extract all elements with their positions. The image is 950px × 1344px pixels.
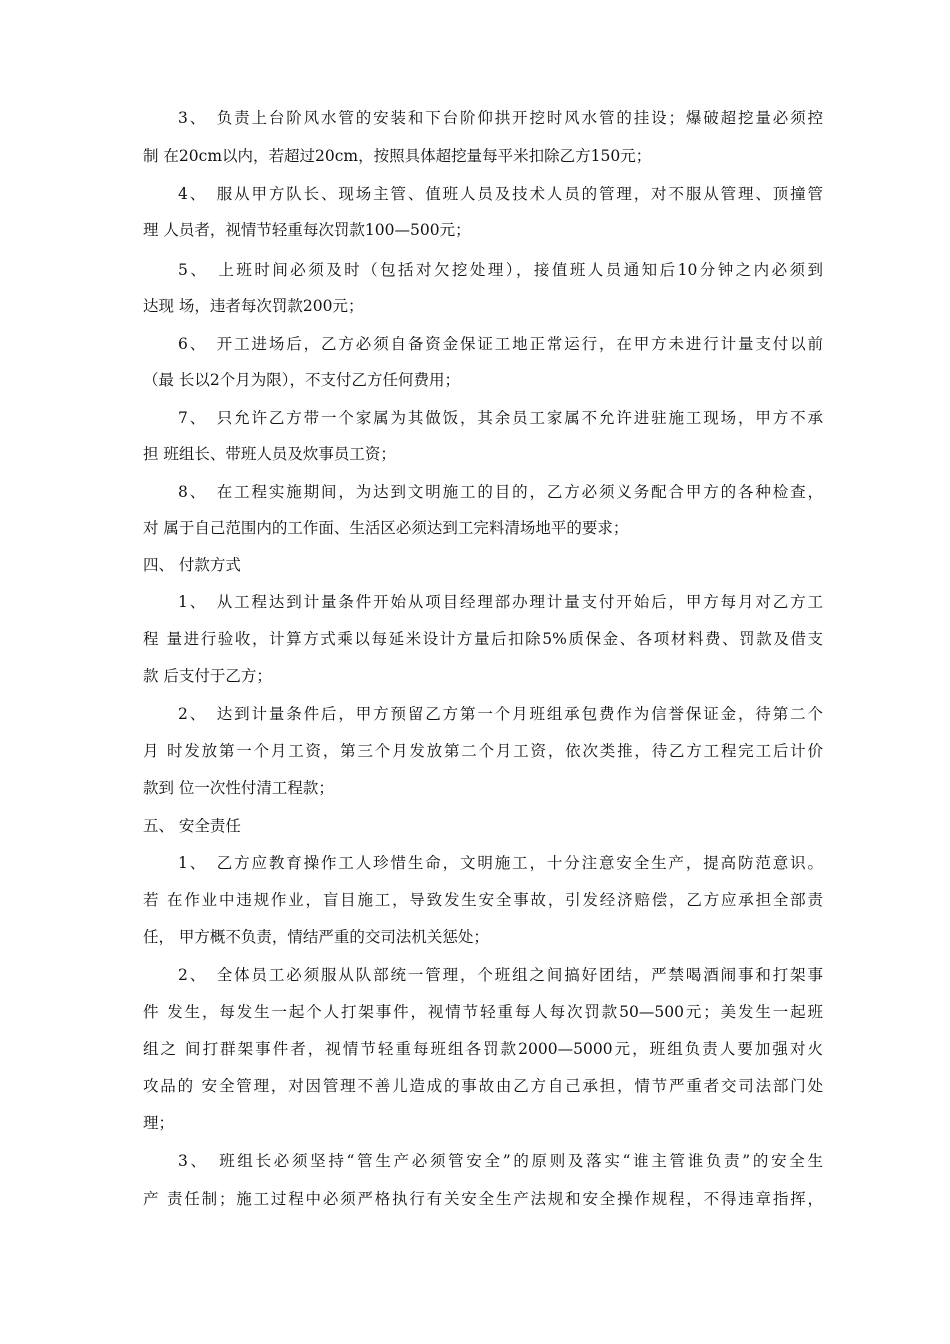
clause-7-line-1: 7、 只允许乙方带一个家属为其做饭，其余员工家属不允许进驻施工现场，甲方不承 xyxy=(178,409,823,427)
payment-2-line-2: 月 时发放第一个月工资，第三个月发放第二个月工资，依次类推，待乙方工程完工后计价 xyxy=(143,742,823,760)
safety-2-line-4: 攻品的 安全管理，对因管理不善儿造成的事故由乙方自己承担，情节严重者交司法部门处 xyxy=(143,1077,823,1095)
safety-2-line-2: 件 发生，每发生一起个人打架事件，视情节轻重每人每次罚款50—500元；美发生一起班 xyxy=(143,1003,823,1021)
clause-3-line-2: 制 在20cm以内，若超过20cm，按照具体超挖量每平米扣除乙方150元； xyxy=(143,147,652,165)
payment-1-line-2: 程 量进行验收，计算方式乘以每延米设计方量后扣除5%质保金、各项材料费、罚款及借支 xyxy=(143,630,823,648)
clause-7-line-2: 担 班组长、带班人员及炊事员工资； xyxy=(143,445,396,463)
clause-6-line-2: （最 长以2个月为限），不支付乙方任何费用； xyxy=(143,371,461,389)
clause-4-line-1: 4、 服从甲方队长、现场主管、值班人员及技术人员的管理，对不服从管理、顶撞管 xyxy=(178,185,823,203)
safety-3-line-2: 产 责任制；施工过程中必须严格执行有关安全生产法规和安全操作规程，不得违章指挥， xyxy=(143,1190,823,1208)
clause-6-line-1: 6、 开工进场后，乙方必须自备资金保证工地正常运行，在甲方未进行计量支付以前 xyxy=(178,335,823,353)
safety-3-line-1: 3、 班组长必须坚持“管生产必须管安全”的原则及落实“谁主管谁负责”的安全生 xyxy=(178,1152,823,1170)
clause-3-line-1: 3、 负责上台阶风水管的安装和下台阶仰拱开挖时风水管的挂设；爆破超挖量必须控 xyxy=(178,109,823,127)
payment-2-line-1: 2、 达到计量条件后，甲方预留乙方第一个月班组承包费作为信誉保证金，待第二个 xyxy=(178,705,823,723)
payment-1-line-1: 1、 从工程达到计量条件开始从项目经理部办理计量支付开始后，甲方每月对乙方工 xyxy=(178,593,823,611)
clause-8-line-1: 8、 在工程实施期间，为达到文明施工的目的，乙方必须义务配合甲方的各种检查， xyxy=(178,483,823,501)
safety-1-line-2: 若 在作业中违规作业，盲目施工，导致发生安全事故，引发经济赔偿，乙方应承担全部责 xyxy=(143,891,823,909)
clause-5-line-1: 5、 上班时间必须及时（包括对欠挖处理），接值班人员通知后10分钟之内必须到 xyxy=(178,261,823,279)
clause-4-line-2: 理 人员者，视情节轻重每次罚款100—500元； xyxy=(143,221,471,239)
safety-2-line-1: 2、 全体员工必须服从队部统一管理，个班组之间搞好团结，严禁喝酒闹事和打架事 xyxy=(178,966,823,984)
payment-2-line-3: 款到 位一次性付清工程款； xyxy=(143,779,334,797)
safety-2-line-5: 理； xyxy=(143,1114,175,1132)
safety-1-line-1: 1、 乙方应教育操作工人珍惜生命，文明施工，十分注意安全生产，提高防范意识。 xyxy=(178,854,823,872)
section-4-heading: 四、 付款方式 xyxy=(143,556,241,574)
safety-2-line-3: 组之 间打群架事件者，视情节轻重每班组各罚款2000—5000元，班组负责人要加强对火 xyxy=(143,1040,823,1058)
safety-1-line-3: 任， 甲方概不负责，情结严重的交司法机关惩处； xyxy=(143,928,489,946)
section-5-heading: 五、 安全责任 xyxy=(143,817,241,835)
clause-5-line-2: 达现 场，违者每次罚款200元； xyxy=(143,297,364,315)
clause-8-line-2: 对 属于自己范围内的工作面、生活区必须达到工完料清场地平的要求； xyxy=(143,519,629,537)
payment-1-line-3: 款 后支付于乙方； xyxy=(143,667,272,685)
